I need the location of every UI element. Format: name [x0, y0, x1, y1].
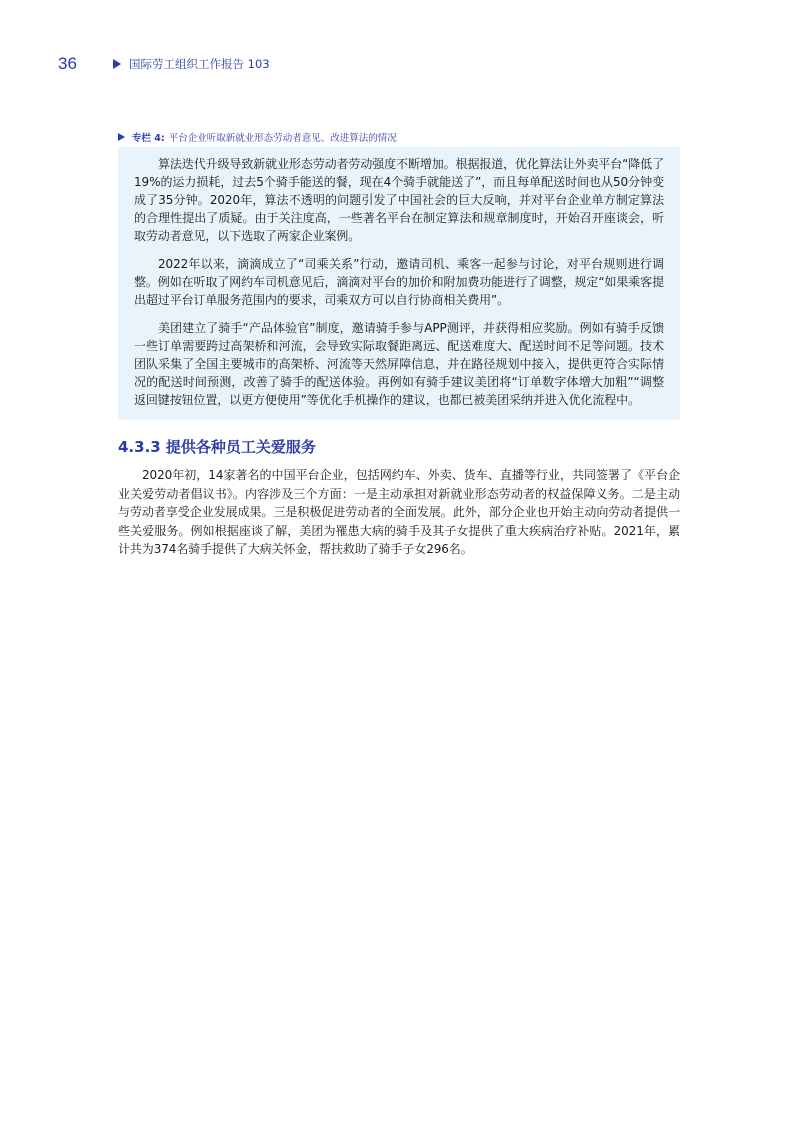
box-paragraph-2: 2022年以来，滴滴成立了“司乘关系”行动，邀请司机、乘客一起参与讨论，对平台规则进行调整。例如在听取了网约车司机意见后，滴滴对平台的加价和附加费功能进行了调整，规定“如果乘客提出超过平台订单服务范围内的要求，司乘双方可以自行协商相关费用”。 [134, 257, 664, 307]
box-paragraph-1: 算法迭代升级导致新就业形态劳动者劳动强度不断增加。根据报道，优化算法让外卖平台“降低了19%的运力损耗，过去5个骑手能送的餐，现在4个骑手就能送了”，而且每单配送时间也从50分钟变成了35分钟。2020年，算法不透明的问题引发了中国社会的巨大反响，并对平台企业单方制定算法的合理性提出了质疑。由于关注度高，一些著名平台在制定算法和规章制度时，开始召开座谈会，听取劳动者意见，以下选取了两家企业案例。 [134, 157, 664, 243]
section-paragraph: 2020年初，14家著名的中国平台企业，包括网约车、外卖、货车、直播等行业，共同签署了《平台企业关爱劳动者倡议书》。内容涉及三个方面：一是主动承担对新就业形态劳动者的权益保障义务。二是主动与劳动者享受企业发展成果。三是积极促进劳动者的全面发展。此外，部分企业也开始主动向劳动者提供一些关爱服务。例如根据座谈了解，美团为罹患大病的骑手及其子女提供了重大疾病治疗补贴。2021年，累计共为374名骑手提供了大病关怀金，帮扶救助了骑手子女296名。 [118, 468, 680, 556]
box-paragraph-3: 美团建立了骑手“产品体验官”制度，邀请骑手参与APP测评，并获得相应奖励。例如有骑手反馈一些订单需要跨过高架桥和河流，会导致实际取餐距离远、配送难度大、配送时间不足等问题。技术团队采集了全国主要城市的高架桥、河流等天然屏障信息，并在路径规划中接入，提供更符合实际情况的配送时间预测，改善了骑手的配送体验。再例如有骑手建议美团将“订单数字体增大加粗”“调整返回键按钮位置，以更方便使用”等优化手机操作的建议，也都已被美团采纳并进入优化流程中。 [134, 321, 664, 407]
triangle-bullet-icon [118, 133, 125, 141]
triangle-bullet-icon [113, 59, 121, 69]
info-box [118, 147, 680, 420]
section-heading: 4.3.3 提供各种员工关爱服务 [118, 438, 316, 456]
box-title-text: 平台企业听取新就业形态劳动者意见、改进算法的情况 [168, 133, 397, 144]
section-body [118, 466, 680, 559]
box-title [118, 130, 397, 144]
page-header [58, 54, 270, 74]
page-number: 36 [58, 54, 77, 73]
header-title: 国际劳工组织工作报告 103 [129, 57, 270, 71]
box-label: 专栏 4: [132, 133, 165, 144]
